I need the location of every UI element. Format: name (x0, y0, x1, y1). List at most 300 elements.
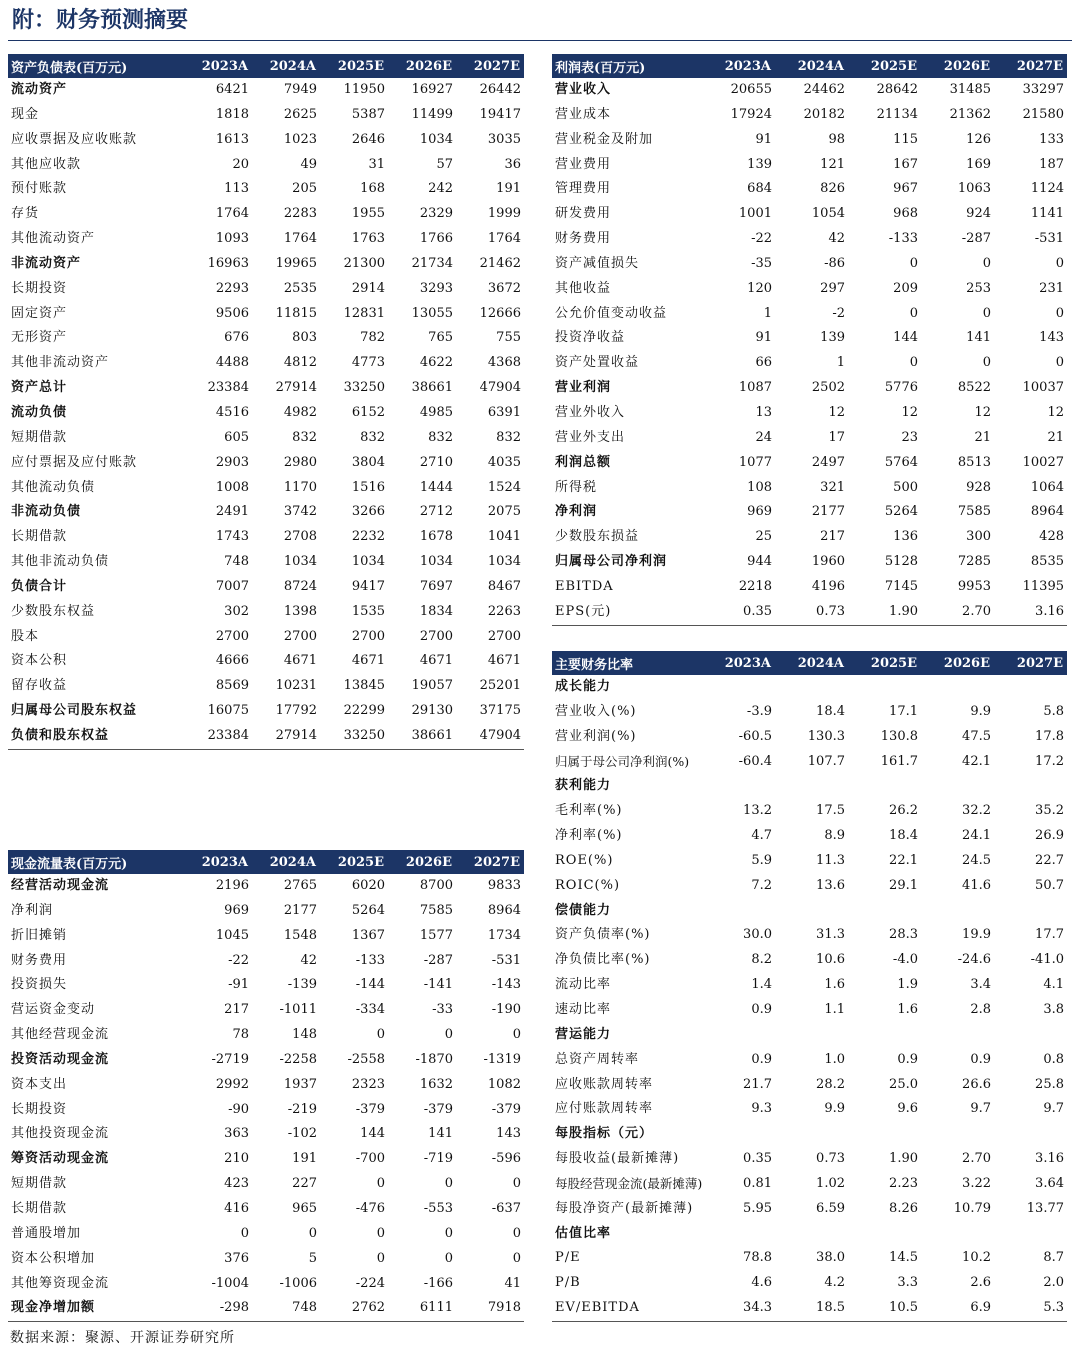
table-row (8, 1122, 524, 1147)
row-label: 每股收益(最新摊薄) (555, 1151, 680, 1167)
value-cell: 6.59 (816, 1200, 845, 1216)
value-cell: 42 (828, 231, 845, 247)
value-cell: 1093 (215, 231, 249, 247)
value-cell: -287 (423, 952, 453, 968)
table-row (8, 924, 524, 949)
table-row (8, 302, 524, 327)
value-cell: 2765 (283, 878, 317, 893)
value-cell: 41 (504, 1275, 521, 1291)
value-cell: 7949 (283, 82, 317, 97)
row-label: 营业外收入 (555, 404, 626, 420)
row-label: 其他应收款 (11, 156, 82, 172)
table-row (8, 153, 524, 178)
value-cell (775, 899, 848, 924)
value-cell: -22 (228, 952, 249, 968)
value-cell: 210 (224, 1151, 249, 1167)
row-label: 其他收益 (555, 280, 612, 296)
value-cell: -1870 (415, 1051, 453, 1067)
value-cell: 2762 (320, 1296, 388, 1321)
value-cell: 2535 (283, 280, 317, 296)
value-cell: 1999 (487, 206, 521, 222)
table-row (8, 1147, 524, 1172)
value-cell: 2283 (283, 206, 317, 222)
value-cell: 1034 (419, 131, 453, 147)
row-label: 少数股东损益 (555, 529, 640, 545)
table-row (8, 973, 524, 998)
value-cell: 1034 (487, 554, 521, 570)
row-label: 筹资活动现金流 (11, 1151, 110, 1167)
value-cell (848, 1122, 921, 1147)
value-cell: 10.79 (953, 1200, 991, 1216)
value-cell: 57 (436, 156, 453, 172)
value-cell: 1763 (351, 231, 385, 247)
value-cell: 18.4 (889, 828, 918, 844)
value-cell: -4.0 (892, 952, 918, 968)
value-cell: 231 (1039, 280, 1064, 296)
row-label: 营业收入 (555, 82, 612, 97)
value-cell: 1141 (1030, 206, 1064, 222)
value-cell: 0 (308, 1225, 317, 1241)
value-cell: 107.7 (807, 753, 845, 769)
year-header: 2024A (252, 54, 320, 78)
value-cell: 1764 (487, 231, 521, 247)
table-row (8, 1272, 524, 1297)
table-row (552, 202, 1067, 227)
row-label: 其他筹资现金流 (11, 1275, 110, 1291)
value-cell: 4196 (811, 578, 845, 594)
table-row (8, 550, 524, 575)
value-cell: 115 (893, 131, 918, 147)
row-label: 资产处置收益 (555, 355, 640, 371)
value-cell: 11.3 (816, 852, 845, 868)
value-cell: 2218 (738, 578, 772, 594)
value-cell (702, 899, 775, 924)
row-label: 管理费用 (555, 181, 612, 197)
value-cell: 2.0 (1043, 1275, 1064, 1291)
value-cell: 31485 (949, 82, 991, 97)
value-cell: -334 (355, 1002, 385, 1018)
value-cell: 139 (820, 330, 845, 346)
value-cell: 1034 (351, 554, 385, 570)
year-header: 2024A (775, 651, 848, 675)
value-cell: 19965 (275, 255, 317, 271)
value-cell: 133 (1039, 131, 1064, 147)
row-label: 现金净增加额 (8, 1296, 184, 1321)
value-cell: -144 (355, 977, 385, 993)
row-label: 投资净收益 (555, 330, 626, 346)
table-title: 现金流量表(百万元) (8, 850, 184, 874)
row-label: 预付账款 (11, 181, 68, 197)
table-row (8, 401, 524, 426)
value-cell: 3035 (487, 131, 521, 147)
value-cell: 944 (747, 554, 772, 570)
value-cell: 832 (292, 429, 317, 445)
value-cell: 2177 (811, 504, 845, 520)
value-cell: 10.6 (816, 952, 845, 968)
value-cell: 91 (755, 131, 772, 147)
value-cell: 20655 (730, 82, 772, 97)
value-cell: 8964 (487, 902, 521, 918)
value-cell: 38661 (388, 724, 456, 749)
row-label: 利润总额 (555, 454, 612, 470)
value-cell: 5.8 (1043, 703, 1064, 719)
value-cell: 6152 (351, 404, 385, 420)
value-cell: 3.64 (1035, 1175, 1064, 1191)
table-row (8, 1048, 524, 1073)
value-cell: 302 (224, 603, 249, 619)
value-cell: 1.02 (816, 1175, 845, 1191)
value-cell (702, 1023, 775, 1048)
value-cell: 0.73 (816, 1151, 845, 1167)
value-cell: -553 (423, 1200, 453, 1216)
value-cell (775, 774, 848, 799)
table-row (552, 128, 1067, 153)
value-cell: 1444 (419, 479, 453, 495)
table-header-row (552, 651, 1067, 675)
value-cell: 748 (224, 554, 249, 570)
value-cell: -700 (355, 1151, 385, 1167)
value-cell: 1955 (351, 206, 385, 222)
value-cell: -86 (824, 255, 845, 271)
table-row (552, 326, 1067, 351)
table-row (8, 1296, 524, 1321)
row-label: P/E (555, 1250, 581, 1266)
value-cell: 33297 (1022, 82, 1064, 97)
row-label: 资本公积增加 (11, 1250, 96, 1266)
table-row (8, 351, 524, 376)
value-cell: 25201 (479, 678, 521, 694)
value-cell: 32.2 (962, 803, 991, 819)
row-label: 短期借款 (11, 1176, 68, 1192)
value-cell: 168 (360, 181, 385, 197)
row-label: 经营活动现金流 (11, 878, 110, 893)
value-cell: 0 (909, 355, 918, 371)
value-cell: 27914 (275, 380, 317, 396)
row-label: EPS(元) (552, 600, 702, 625)
year-header: 2027E (994, 54, 1067, 78)
table-row (552, 401, 1067, 426)
value-cell: 1045 (215, 927, 249, 943)
value-cell: 10.5 (848, 1296, 921, 1321)
table-row (552, 948, 1067, 973)
value-cell: 91 (755, 330, 772, 346)
table-row (552, 998, 1067, 1023)
value-cell: 0 (512, 1027, 521, 1043)
value-cell: 2263 (487, 603, 521, 619)
value-cell (921, 1023, 994, 1048)
row-label: 负债合计 (11, 578, 68, 594)
value-cell: 8.26 (889, 1200, 918, 1216)
value-cell: 0.9 (751, 1001, 772, 1017)
value-cell: 21 (1047, 429, 1064, 445)
value-cell: 4671 (351, 653, 385, 669)
value-cell: 500 (893, 479, 918, 495)
value-cell: 8964 (1030, 504, 1064, 520)
value-cell: 8.7 (1043, 1250, 1064, 1266)
value-cell: 1124 (1030, 181, 1064, 197)
table-row (8, 326, 524, 351)
table-row (8, 1098, 524, 1123)
value-cell: 5387 (351, 106, 385, 122)
value-cell: 24462 (803, 82, 845, 97)
value-cell: 8513 (957, 454, 991, 470)
value-cell: 4985 (419, 404, 453, 420)
title-divider (8, 40, 1072, 41)
value-cell: 5776 (884, 380, 918, 396)
table-title: 资产负债表(百万元) (8, 54, 184, 78)
value-cell: 21.7 (743, 1076, 772, 1092)
value-cell: 1082 (487, 1076, 521, 1092)
value-cell: 0.9 (970, 1051, 991, 1067)
value-cell: 1960 (811, 554, 845, 570)
row-label: 每股净资产(最新摊薄) (555, 1200, 694, 1216)
value-cell: 2196 (215, 878, 249, 893)
value-cell: 9.9 (824, 1101, 845, 1117)
value-cell: 144 (893, 330, 918, 346)
value-cell: 120 (747, 280, 772, 296)
value-cell: 2232 (351, 529, 385, 545)
row-label: 其他流动资产 (11, 231, 96, 247)
value-cell: 832 (496, 429, 521, 445)
table-row (552, 451, 1067, 476)
value-cell: 19057 (411, 678, 453, 694)
value-cell: 1.90 (889, 1151, 918, 1167)
value-cell: 3293 (419, 280, 453, 296)
value-cell: 5 (308, 1250, 317, 1266)
value-cell: 47904 (479, 380, 521, 396)
value-cell: 27914 (252, 724, 320, 749)
value-cell (994, 774, 1067, 799)
value-cell: 12666 (479, 305, 521, 321)
value-cell: 141 (966, 330, 991, 346)
value-cell: -2258 (279, 1051, 317, 1067)
value-cell: 108 (747, 479, 772, 495)
value-cell: 3.3 (897, 1275, 918, 1291)
value-cell: 0 (982, 255, 991, 271)
value-cell: 1.1 (824, 1001, 845, 1017)
value-cell: 11815 (275, 305, 317, 321)
value-cell: 4773 (351, 355, 385, 371)
value-cell: 1023 (283, 131, 317, 147)
value-cell: 21300 (343, 255, 385, 271)
row-label: 其他非流动资产 (11, 355, 110, 371)
table-row (552, 277, 1067, 302)
value-cell: 5764 (884, 454, 918, 470)
row-label: 折旧摊销 (11, 927, 68, 943)
value-cell: 9833 (487, 878, 521, 893)
value-cell: 2700 (351, 628, 385, 644)
value-cell: 1524 (487, 479, 521, 495)
value-cell (702, 1222, 775, 1247)
value-cell: 42.1 (962, 753, 991, 769)
value-cell: 1.6 (897, 1001, 918, 1017)
value-cell: 4666 (215, 653, 249, 669)
row-label: 非流动负债 (11, 504, 82, 520)
value-cell: 0 (376, 1225, 385, 1241)
value-cell: -637 (491, 1200, 521, 1216)
row-label: 营业成本 (555, 106, 612, 122)
value-cell: 2329 (419, 206, 453, 222)
value-cell: 33250 (343, 380, 385, 396)
row-label: 应付账款周转率 (555, 1101, 654, 1117)
table-header-row (8, 54, 524, 78)
value-cell: -379 (355, 1101, 385, 1117)
row-label: 应付票据及应付账款 (11, 454, 138, 470)
value-cell: 605 (224, 429, 249, 445)
value-cell: 16963 (207, 255, 249, 271)
row-label: 每股指标（元） (555, 1126, 654, 1142)
value-cell: 9506 (215, 305, 249, 321)
row-label: 净利润 (11, 902, 54, 918)
value-cell: 1937 (283, 1076, 317, 1092)
table-row (8, 699, 524, 724)
table-header-row (8, 850, 524, 874)
value-cell: 1535 (351, 603, 385, 619)
value-cell: -133 (355, 952, 385, 968)
value-cell: 5128 (884, 554, 918, 570)
value-cell: 0.35 (743, 1151, 772, 1167)
row-label: 资产减值损失 (555, 255, 640, 271)
row-label: 估值比率 (555, 1225, 612, 1241)
value-cell (702, 1122, 775, 1147)
value-cell: 130.3 (807, 728, 845, 744)
value-cell: -24.6 (957, 952, 991, 968)
table-row (8, 1073, 524, 1098)
value-cell (702, 675, 775, 700)
value-cell: 2.8 (970, 1001, 991, 1017)
value-cell: 25 (755, 529, 772, 545)
income-statement-table (552, 54, 1067, 626)
table-row (8, 202, 524, 227)
table-title: 利润表(百万元) (552, 54, 702, 78)
value-cell: 321 (820, 479, 845, 495)
value-cell: 2323 (351, 1076, 385, 1092)
section-row (552, 899, 1067, 924)
value-cell: 37175 (479, 703, 521, 719)
value-cell: -287 (961, 231, 991, 247)
row-label: 每股经营现金流(最新摊薄) (555, 1175, 703, 1191)
value-cell: 832 (360, 429, 385, 445)
value-cell: 4671 (487, 653, 521, 669)
value-cell: 13055 (411, 305, 453, 321)
value-cell: 35.2 (1035, 803, 1064, 819)
value-cell: 47.5 (962, 728, 991, 744)
row-label: 偿债能力 (555, 902, 612, 918)
table-row (552, 600, 1067, 625)
value-cell: 7585 (419, 902, 453, 918)
year-header: 2024A (775, 54, 848, 78)
value-cell: -2719 (211, 1051, 249, 1067)
value-cell: 227 (292, 1176, 317, 1192)
value-cell: 2502 (811, 380, 845, 396)
value-cell: 10.2 (962, 1250, 991, 1266)
year-header: 2023A (184, 54, 252, 78)
section-row (552, 675, 1067, 700)
value-cell: 0 (444, 1027, 453, 1043)
value-cell: -133 (888, 231, 918, 247)
value-cell: -139 (287, 977, 317, 993)
value-cell: 23 (901, 429, 918, 445)
value-cell (702, 774, 775, 799)
value-cell: 13.2 (743, 803, 772, 819)
table-row (552, 351, 1067, 376)
table-row (8, 376, 524, 401)
row-label: 净利率(%) (555, 828, 623, 844)
value-cell: 3742 (283, 504, 317, 520)
value-cell: 0 (512, 1225, 521, 1241)
value-cell: 6020 (351, 878, 385, 893)
row-label: 应收账款周转率 (555, 1076, 654, 1092)
table-row (552, 103, 1067, 128)
table-row (8, 1222, 524, 1247)
table-row (552, 725, 1067, 750)
page-title: 附：财务预测摘要 (12, 8, 189, 33)
value-cell: 2293 (215, 280, 249, 296)
value-cell: 2.70 (921, 600, 994, 625)
value-cell: 1766 (419, 231, 453, 247)
table-row (8, 1023, 524, 1048)
value-cell (848, 774, 921, 799)
section-row (552, 774, 1067, 799)
value-cell: 7145 (884, 578, 918, 594)
row-label: 公允价值变动收益 (555, 305, 668, 321)
row-label: 速动比率 (555, 1001, 612, 1017)
value-cell: 11950 (343, 82, 385, 97)
value-cell: 2712 (419, 504, 453, 520)
value-cell: 782 (360, 330, 385, 346)
row-label: 成长能力 (555, 679, 612, 694)
table-row (8, 625, 524, 650)
value-cell: 209 (893, 280, 918, 296)
value-cell: 1170 (283, 479, 317, 495)
value-cell: -476 (355, 1200, 385, 1216)
row-label: 长期借款 (11, 529, 68, 545)
value-cell: -224 (355, 1275, 385, 1291)
row-label: P/B (555, 1275, 581, 1291)
value-cell: -298 (184, 1296, 252, 1321)
row-label: 短期借款 (11, 429, 68, 445)
value-cell: 0 (1055, 355, 1064, 371)
table-row (552, 750, 1067, 775)
value-cell: 24 (755, 429, 772, 445)
value-cell: 2914 (351, 280, 385, 296)
value-cell: 191 (496, 181, 521, 197)
value-cell: 29130 (411, 703, 453, 719)
row-label: 其他投资现金流 (11, 1126, 110, 1142)
value-cell: 20182 (803, 106, 845, 122)
value-cell: 0 (376, 1250, 385, 1266)
value-cell: 969 (224, 902, 249, 918)
year-header: 2026E (388, 850, 456, 874)
value-cell: 26.6 (962, 1076, 991, 1092)
value-cell: 965 (292, 1200, 317, 1216)
value-cell: 1 (836, 355, 845, 371)
value-cell: 5264 (351, 902, 385, 918)
value-cell: 169 (966, 156, 991, 172)
value-cell: 2980 (283, 454, 317, 470)
value-cell: 7585 (957, 504, 991, 520)
table-row (552, 1271, 1067, 1296)
value-cell: 36 (504, 156, 521, 172)
value-cell: 1077 (738, 454, 772, 470)
table-row (552, 923, 1067, 948)
value-cell: 1743 (215, 529, 249, 545)
year-header: 2025E (848, 54, 921, 78)
value-cell: 141 (428, 1126, 453, 1142)
value-cell: 4368 (487, 355, 521, 371)
value-cell: 26442 (479, 82, 521, 97)
table-row (8, 874, 524, 899)
